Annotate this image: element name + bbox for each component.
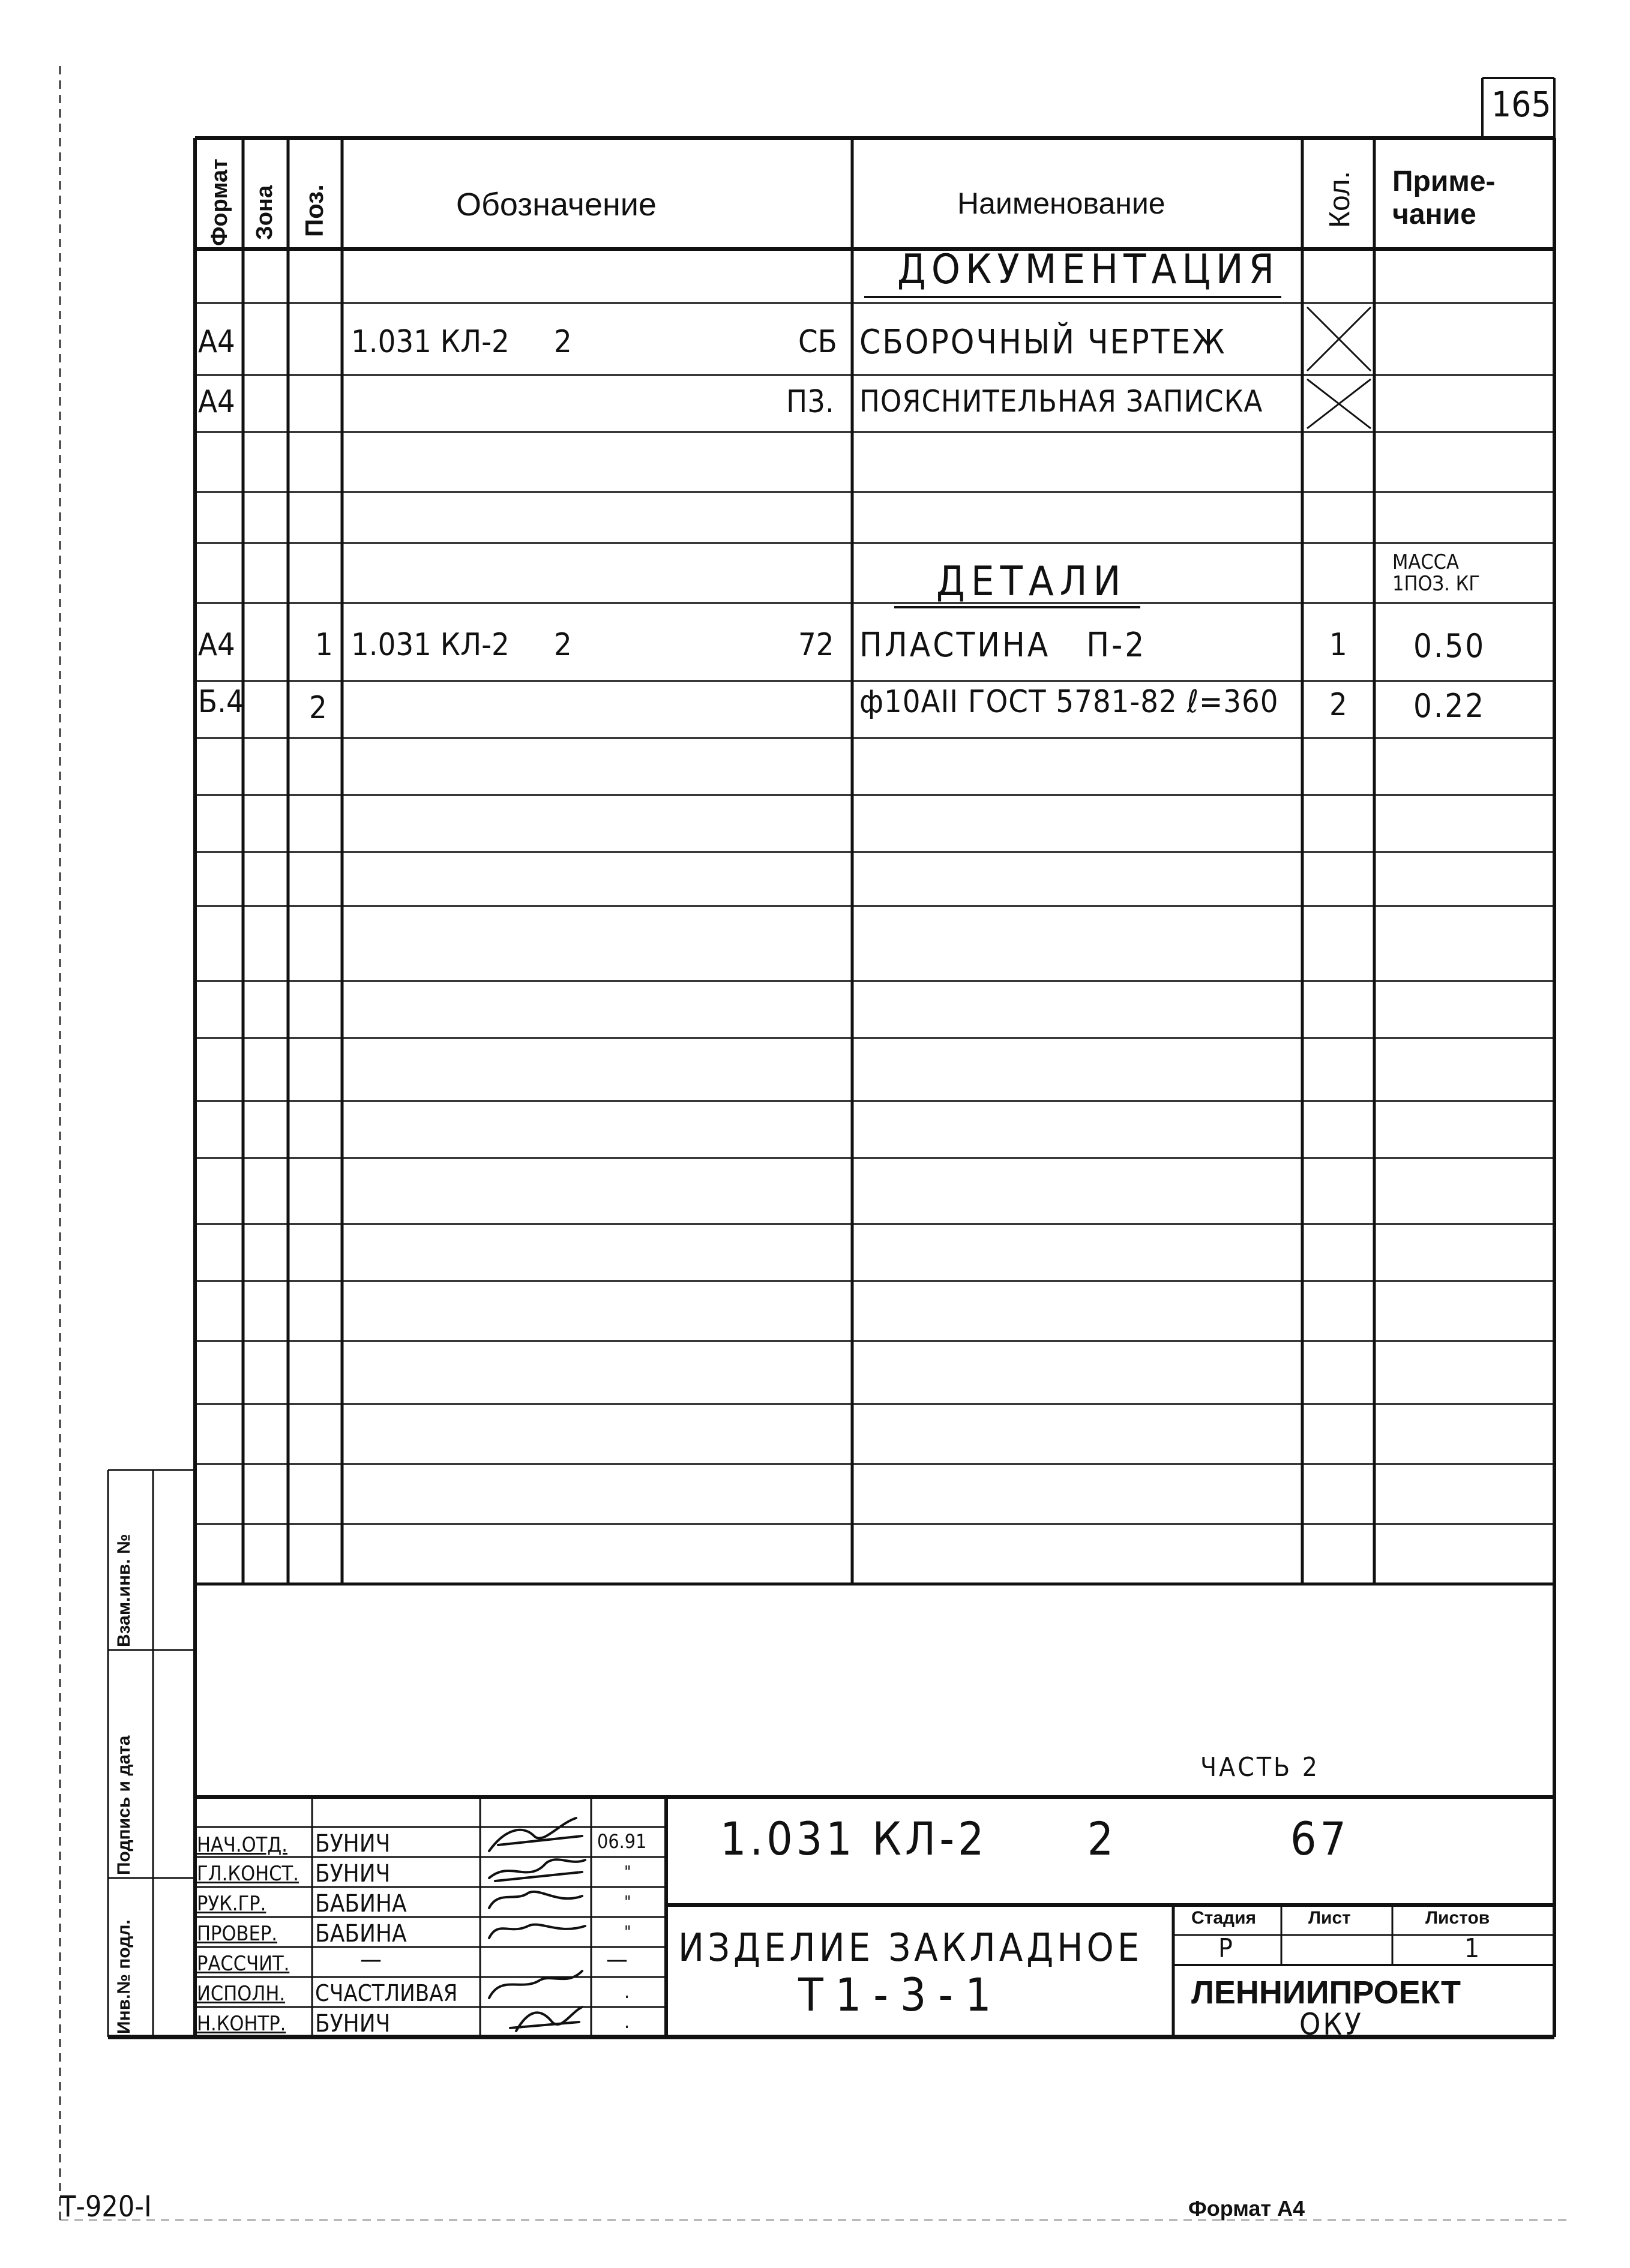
row-code: П3. xyxy=(786,384,834,420)
header-note: Приме- чание xyxy=(1392,166,1496,231)
sheet-label: Лист xyxy=(1308,1908,1351,1928)
signer-name: БУНИЧ xyxy=(315,1830,391,1858)
row-name: ПОЯСНИТЕЛЬНАЯ ЗАПИСКА xyxy=(859,384,1263,419)
row-name: ПЛАСТИНА П-2 xyxy=(859,626,1147,665)
signer-date: " xyxy=(624,1892,631,1912)
header-zone: Зона xyxy=(252,185,277,240)
signer-date: . xyxy=(624,2010,630,2033)
row-format: Б.4 xyxy=(198,684,244,720)
signer-name: — xyxy=(360,1946,382,1973)
signer-date: . xyxy=(624,1980,630,2003)
signer-date: " xyxy=(624,1922,631,1942)
footer-code: Т-920-I xyxy=(60,2190,152,2224)
row-code: СБ xyxy=(798,324,837,360)
section-details: ДЕТАЛИ xyxy=(936,558,1127,605)
signer-name: БУНИЧ xyxy=(315,2010,391,2038)
signer-role: ПРОВЕР. xyxy=(197,1922,277,1946)
row-format: А4 xyxy=(198,324,235,360)
stage-value: Р xyxy=(1218,1933,1233,1964)
row-designation: 1.031 КЛ-2 2 xyxy=(351,627,572,663)
part-label: ЧАСТЬ 2 xyxy=(1200,1752,1320,1783)
header-format: Формат xyxy=(207,158,232,246)
header-qty: Кол. xyxy=(1324,171,1356,228)
row-format: А4 xyxy=(198,384,235,420)
signer-name: БУНИЧ xyxy=(315,1860,391,1888)
row-name: СБОРОЧНЫЙ ЧЕРТЕЖ xyxy=(859,323,1227,362)
row-name: ф10АII ГОСТ 5781-82 ℓ=360 xyxy=(859,684,1279,720)
signer-role: РУК.ГР. xyxy=(197,1892,266,1916)
product-name: ИЗДЕЛИЕ ЗАКЛАДНОЕ xyxy=(678,1926,1143,1970)
footer-format: Формат А4 xyxy=(1188,2196,1305,2221)
mass-note: МАССА 1ПОЗ. КГ xyxy=(1392,550,1480,596)
row-pos: 1 xyxy=(315,627,333,663)
sheets-value: 1 xyxy=(1464,1933,1480,1964)
signer-role: ИСПОЛН. xyxy=(197,1982,286,2006)
row-pos: 2 xyxy=(309,690,327,726)
row-note: 0.22 xyxy=(1413,687,1486,725)
row-note: 0.50 xyxy=(1413,627,1486,665)
signer-date: 06.91 xyxy=(597,1830,647,1853)
row-qty: 2 xyxy=(1329,687,1347,723)
section-documentation: ДОКУМЕНТАЦИЯ xyxy=(897,246,1280,293)
signer-name: БАБИНА xyxy=(315,1890,407,1918)
header-designation: Обозначение xyxy=(456,187,657,223)
signer-role: РАССЧИТ. xyxy=(197,1952,290,1976)
org-dept: ОКУ xyxy=(1299,2007,1364,2042)
signer-role: ГЛ.КОНСТ. xyxy=(197,1862,299,1886)
signer-name: СЧАСТЛИВАЯ xyxy=(315,1980,458,2006)
sheet-number: 165 xyxy=(1491,84,1551,125)
row-code: 72 xyxy=(798,627,834,663)
row-designation: 1.031 КЛ-2 2 xyxy=(351,324,572,360)
signer-role: Н.КОНТР. xyxy=(197,2012,286,2036)
signer-role: НАЧ.ОТД. xyxy=(197,1833,287,1857)
side-inv-replace: Взам.инв. № xyxy=(114,1534,134,1647)
sheet-page: 67 xyxy=(1290,1812,1350,1865)
row-qty: 1 xyxy=(1329,627,1347,663)
signer-date: — xyxy=(606,1946,628,1973)
doc-code: 1.031 КЛ-2 2 xyxy=(720,1812,1117,1865)
side-inv-orig: Инв.№ подл. xyxy=(114,1919,134,2034)
signer-name: БАБИНА xyxy=(315,1920,407,1948)
org-name: ЛЕННИИПРОЕКТ xyxy=(1191,1975,1461,2011)
product-code: Т1-3-1 xyxy=(798,1968,1003,2021)
side-sign-date: Подпись и дата xyxy=(114,1735,134,1875)
stage-label: Стадия xyxy=(1191,1908,1257,1928)
sheets-label: Листов xyxy=(1425,1908,1490,1928)
header-name: Наименование xyxy=(957,187,1165,220)
header-pos: Поз. xyxy=(300,184,328,237)
row-format: А4 xyxy=(198,627,235,663)
signer-date: " xyxy=(624,1862,631,1882)
